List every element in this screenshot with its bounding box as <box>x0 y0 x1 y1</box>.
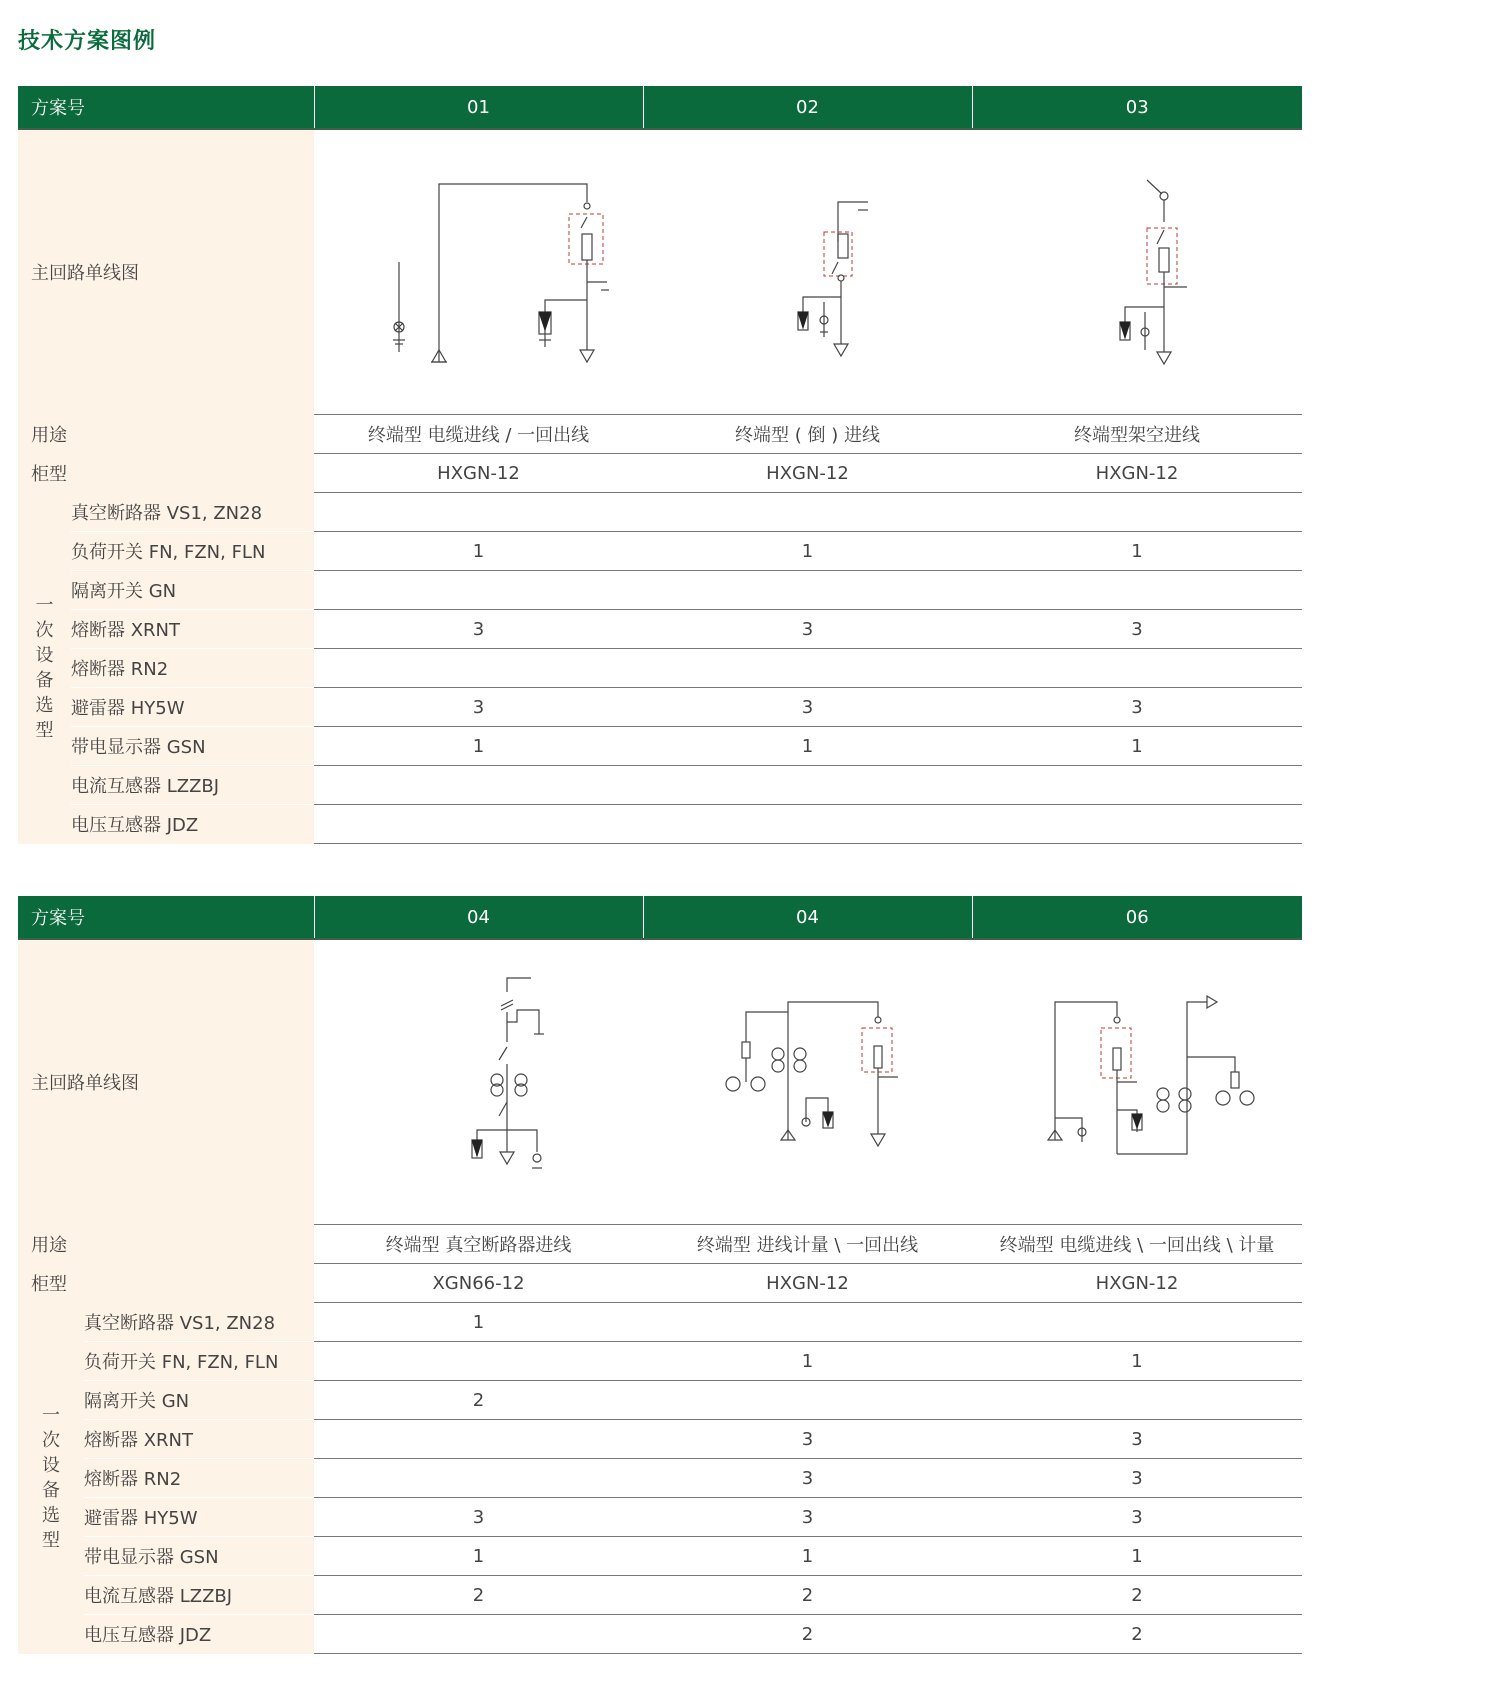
equipment-qty <box>314 805 643 844</box>
equipment-name: 带电显示器 GSN <box>71 727 314 766</box>
equipment-qty: 1 <box>314 727 643 766</box>
equipment-qty <box>972 1303 1302 1342</box>
equipment-name: 熔断器 RN2 <box>71 649 314 688</box>
equipment-qty: 2 <box>643 1576 972 1615</box>
equipment-name: 电流互感器 LZZBJ <box>71 766 314 805</box>
equipment-qty: 2 <box>972 1576 1302 1615</box>
scheme-header-label: 方案号 <box>18 896 314 939</box>
equipment-qty <box>314 1342 643 1381</box>
equipment-qty: 3 <box>643 1498 972 1537</box>
cabinet-label: 柜型 <box>18 1264 314 1303</box>
equipment-qty: 3 <box>314 1498 643 1537</box>
equipment-qty: 1 <box>643 532 972 571</box>
single-line-diagram-04a <box>349 972 609 1192</box>
scheme-table-1 <box>18 86 1302 844</box>
equipment-name: 熔断器 XRNT <box>84 1420 314 1459</box>
equipment-qty <box>643 805 972 844</box>
equipment-name: 隔离开关 GN <box>71 571 314 610</box>
equipment-qty: 1 <box>972 532 1302 571</box>
equipment-qty <box>314 1615 643 1654</box>
diagram-cell <box>643 939 972 1225</box>
equipment-qty <box>314 766 643 805</box>
cabinet-value: XGN66-12 <box>314 1264 643 1303</box>
scheme-number: 01 <box>314 86 643 129</box>
usage-value: 终端型 进线计量 \ 一回出线 <box>643 1225 972 1264</box>
usage-label: 用途 <box>18 415 314 454</box>
cabinet-label: 柜型 <box>18 454 314 493</box>
scheme-number: 06 <box>972 896 1302 939</box>
equipment-qty: 3 <box>643 688 972 727</box>
equipment-qty <box>643 766 972 805</box>
equipment-qty: 1 <box>314 1537 643 1576</box>
usage-value: 终端型 ( 倒 ) 进线 <box>643 415 972 454</box>
equipment-qty <box>972 571 1302 610</box>
equipment-qty: 3 <box>314 688 643 727</box>
equipment-name: 电压互感器 JDZ <box>84 1615 314 1654</box>
diagram-cell <box>643 129 972 415</box>
usage-value: 终端型 电缆进线 \ 一回出线 \ 计量 <box>972 1225 1302 1264</box>
scheme-number: 02 <box>643 86 972 129</box>
equipment-group-label: 一次设备选型 <box>18 493 71 844</box>
equipment-qty <box>972 649 1302 688</box>
equipment-qty: 3 <box>643 1459 972 1498</box>
single-line-diagram-01 <box>349 162 609 382</box>
equipment-qty <box>972 493 1302 532</box>
equipment-qty: 1 <box>972 1537 1302 1576</box>
cabinet-value: HXGN-12 <box>643 1264 972 1303</box>
scheme-number: 03 <box>972 86 1302 129</box>
equipment-qty: 2 <box>643 1615 972 1654</box>
equipment-qty <box>643 1381 972 1420</box>
equipment-qty: 3 <box>314 610 643 649</box>
equipment-qty: 2 <box>972 1615 1302 1654</box>
diagram-cell <box>314 939 643 1225</box>
equipment-qty <box>972 1381 1302 1420</box>
equipment-name: 避雷器 HY5W <box>84 1498 314 1537</box>
equipment-qty: 1 <box>314 532 643 571</box>
single-line-diagram-04b <box>678 972 938 1192</box>
usage-value: 终端型架空进线 <box>972 415 1302 454</box>
equipment-name: 电压互感器 JDZ <box>71 805 314 844</box>
equipment-qty <box>643 1303 972 1342</box>
scheme-header-label: 方案号 <box>18 86 314 129</box>
equipment-name: 负荷开关 FN, FZN, FLN <box>84 1342 314 1381</box>
diagram-cell <box>314 129 643 415</box>
equipment-qty: 3 <box>643 610 972 649</box>
equipment-name: 熔断器 RN2 <box>84 1459 314 1498</box>
equipment-qty: 1 <box>643 1537 972 1576</box>
usage-value: 终端型 电缆进线 / 一回出线 <box>314 415 643 454</box>
diagram-label: 主回路单线图 <box>18 129 314 415</box>
equipment-qty: 3 <box>972 1498 1302 1537</box>
equipment-qty: 2 <box>314 1381 643 1420</box>
single-line-diagram-02 <box>678 162 938 382</box>
equipment-qty: 1 <box>972 1342 1302 1381</box>
equipment-qty <box>314 1420 643 1459</box>
equipment-qty <box>972 766 1302 805</box>
equipment-name: 避雷器 HY5W <box>71 688 314 727</box>
usage-value: 终端型 真空断路器进线 <box>314 1225 643 1264</box>
equipment-name: 隔离开关 GN <box>84 1381 314 1420</box>
diagram-cell <box>972 129 1302 415</box>
diagram-cell <box>972 939 1302 1225</box>
cabinet-value: HXGN-12 <box>972 454 1302 493</box>
single-line-diagram-03 <box>1007 162 1267 382</box>
equipment-qty <box>643 571 972 610</box>
usage-label: 用途 <box>18 1225 314 1264</box>
equipment-qty: 3 <box>643 1420 972 1459</box>
equipment-qty: 1 <box>972 727 1302 766</box>
equipment-qty <box>314 571 643 610</box>
scheme-number: 04 <box>643 896 972 939</box>
equipment-qty: 2 <box>314 1576 643 1615</box>
equipment-qty <box>314 493 643 532</box>
equipment-name: 带电显示器 GSN <box>84 1537 314 1576</box>
equipment-qty: 3 <box>972 688 1302 727</box>
equipment-qty <box>972 805 1302 844</box>
equipment-qty: 1 <box>643 1342 972 1381</box>
cabinet-value: HXGN-12 <box>972 1264 1302 1303</box>
equipment-name: 真空断路器 VS1, ZN28 <box>71 493 314 532</box>
equipment-qty: 1 <box>643 727 972 766</box>
single-line-diagram-06 <box>1007 972 1267 1192</box>
equipment-qty <box>643 649 972 688</box>
equipment-group-label: 一次设备选型 <box>18 1303 84 1654</box>
equipment-qty: 3 <box>972 1459 1302 1498</box>
equipment-qty: 1 <box>314 1303 643 1342</box>
scheme-table-2 <box>18 896 1302 1654</box>
equipment-name: 真空断路器 VS1, ZN28 <box>84 1303 314 1342</box>
cabinet-value: HXGN-12 <box>643 454 972 493</box>
equipment-qty <box>314 1459 643 1498</box>
equipment-qty <box>643 493 972 532</box>
diagram-label: 主回路单线图 <box>18 939 314 1225</box>
equipment-name: 熔断器 XRNT <box>71 610 314 649</box>
equipment-name: 电流互感器 LZZBJ <box>84 1576 314 1615</box>
equipment-qty <box>314 649 643 688</box>
cabinet-value: HXGN-12 <box>314 454 643 493</box>
scheme-number: 04 <box>314 896 643 939</box>
equipment-name: 负荷开关 FN, FZN, FLN <box>71 532 314 571</box>
page-title: 技术方案图例 <box>18 29 157 54</box>
equipment-qty: 3 <box>972 1420 1302 1459</box>
equipment-qty: 3 <box>972 610 1302 649</box>
